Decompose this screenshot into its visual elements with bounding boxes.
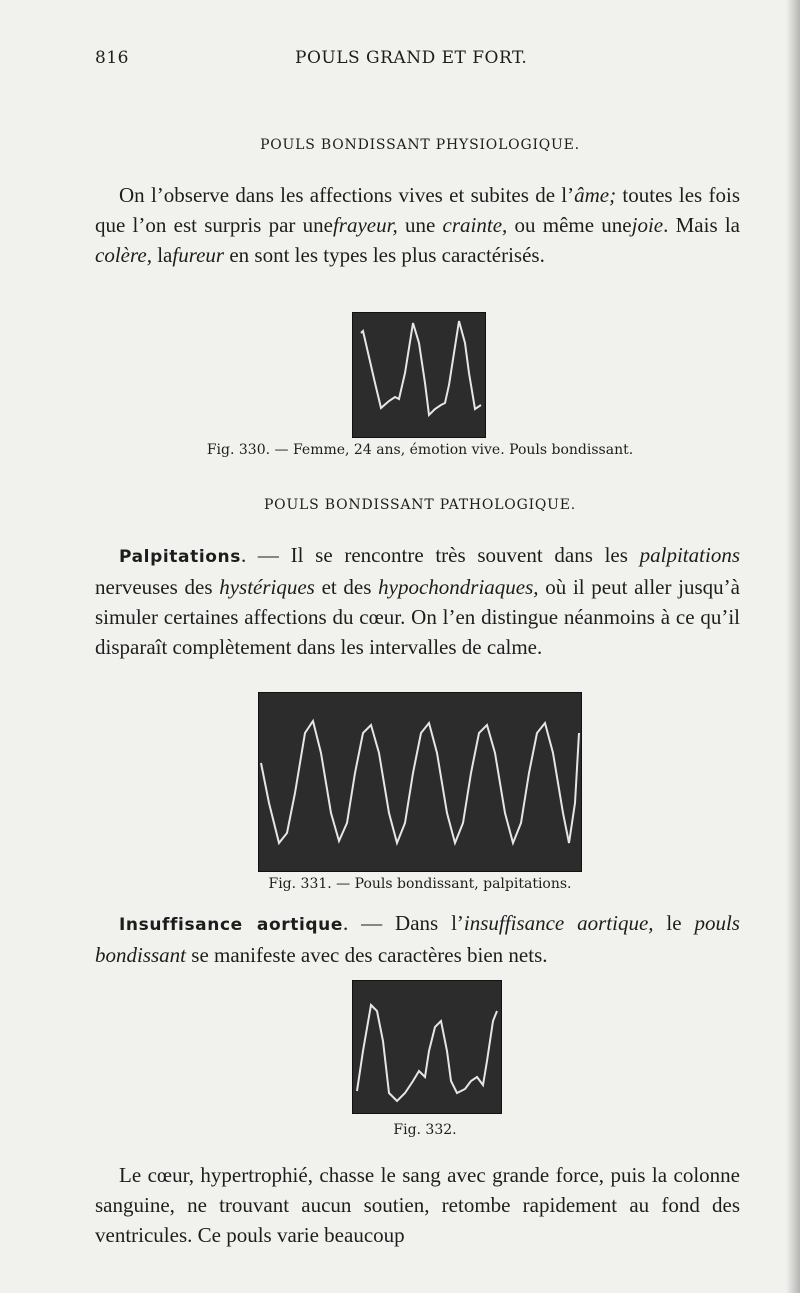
paragraph-aortic-insufficiency: Insuffisance aortique. — Dans l’insuffisance aortique, le pouls bondissant se manifeste avec des caractères bien nets.	[95, 911, 740, 967]
paragraph-physiological: On l’observe dans les affections vives et subites de l’âme; toutes les fois que l’on est surpris par unefrayeur, une crainte, ou même unejoie. Mais la colère, lafureur en sont les types les plus caractérisés.	[95, 183, 741, 267]
running-header	[95, 48, 745, 74]
figure-caption-332: Fig. 332.	[393, 1122, 457, 1138]
figure-caption-330: Fig. 330. — Femme, 24 ans, émotion vive. Pouls bondissant.	[206, 442, 634, 458]
page-edge-shadow	[786, 0, 800, 1293]
running-title: POULS GRAND ET FORT.	[295, 48, 528, 68]
pulse-tracing-fig332	[352, 980, 502, 1114]
page-number: 816	[95, 48, 129, 68]
paragraph-palpitations: Palpitations. — Il se rencontre très souvent dans les palpitations nerveuses des hystériques et des hypochondriaques, où il peut aller jusqu’à simuler certaines affections du cœur. On l’en distingue néanmoins à ce qu’il disparaît complètement dans les intervalles de calme.	[95, 543, 740, 659]
pulse-tracing-fig331	[258, 692, 582, 872]
paragraph-heart-hypertrophy: Le cœur, hypertrophié, chasse le sang avec grande force, puis la colonne sanguine, ne trouvant aucun soutien, retombe rapidement au fond des ventricules. Ce pouls varie beaucoup	[95, 1163, 740, 1247]
pulse-tracing-fig330	[352, 312, 486, 438]
figure-caption-331: Fig. 331. — Pouls bondissant, palpitations.	[268, 876, 572, 892]
section-title-pathological: POULS BONDISSANT PATHOLOGIQUE.	[263, 497, 577, 513]
section-title-physiological: POULS BONDISSANT PHYSIOLOGIQUE.	[260, 137, 580, 153]
